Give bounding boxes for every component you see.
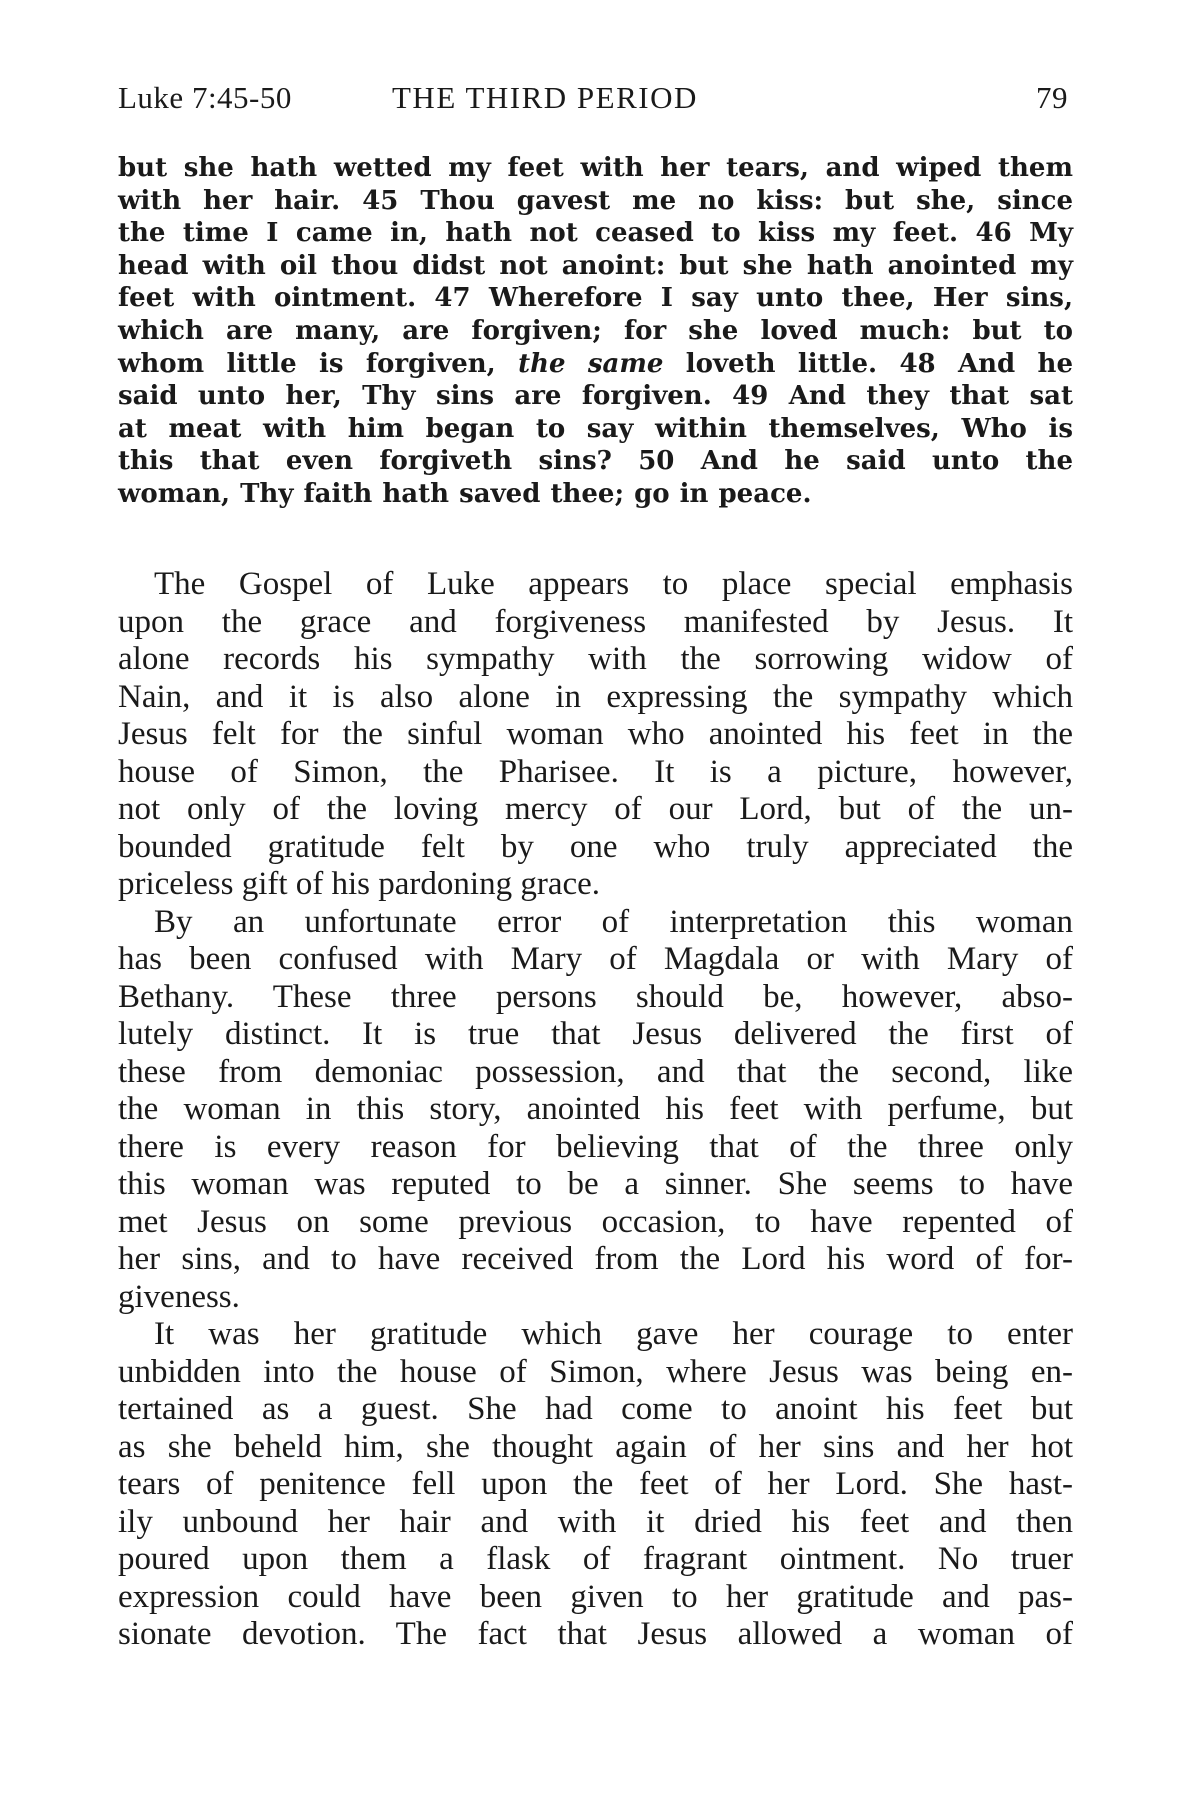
text-line: Nain, and it is also alone in expressing the sympathy which bbox=[118, 678, 1073, 715]
text-line: tertained as a guest. She had come to anoint his feet but bbox=[118, 1391, 1073, 1427]
scripture-line: the time I came in, hath not ceased to kiss my feet. 46 My bbox=[118, 218, 1073, 249]
scripture-text: loveth little. 48 And he bbox=[685, 348, 1073, 379]
text-line: tears of penitence fell upon the feet of her Lord. She hast- bbox=[118, 1466, 1073, 1502]
text-line: upon the grace and forgiveness manifested by Jesus. It bbox=[118, 603, 1073, 640]
text-line: these from demoniac possession, and that the second, like bbox=[118, 1053, 1073, 1090]
text-line: there is every reason for believing that of the three only bbox=[118, 1128, 1073, 1165]
scripture-line: said unto her, Thy sins are forgiven. 49 And they that sat bbox=[118, 381, 1073, 412]
scripture-line bbox=[118, 348, 1073, 381]
text-line: as she beheld him, she thought again of her sins and her hot bbox=[118, 1428, 1073, 1465]
text-line: priceless gift of his pardoning grace. bbox=[118, 866, 601, 902]
text-line: not only of the loving mercy of our Lord, but of the un- bbox=[118, 791, 1073, 827]
text-line: her sins, and to have received from the Lord his word of for- bbox=[118, 1241, 1073, 1277]
text-line: alone records his sympathy with the sorrowing widow of bbox=[118, 641, 1073, 677]
text-line: poured upon them a flask of fragrant ointment. No truer bbox=[118, 1541, 1073, 1577]
scripture-line: with her hair. 45 Thou gavest me no kiss: but she, since bbox=[118, 185, 1073, 216]
text-line: the woman in this story, anointed his feet with perfume, but bbox=[118, 1091, 1073, 1127]
paragraph bbox=[118, 904, 1073, 1317]
running-header bbox=[118, 80, 1078, 124]
text-line: has been confused with Mary of Magdala or with Mary of bbox=[118, 941, 1073, 977]
text-line: lutely distinct. It is true that Jesus delivered the first of bbox=[118, 1016, 1073, 1052]
scripture-line: at meat with him began to say within themselves, Who is bbox=[118, 413, 1073, 444]
section-title: THE THIRD PERIOD bbox=[392, 80, 698, 115]
text-line: giveness. bbox=[118, 1278, 240, 1315]
text-line: By an unfortunate error of interpretation this woman bbox=[154, 903, 1073, 940]
text-line: house of Simon, the Pharisee. It is a picture, however, bbox=[118, 753, 1073, 790]
scripture-line: this that even forgiveth sins? 50 And he said unto the bbox=[118, 446, 1073, 477]
scripture-line: but she hath wetted my feet with her tears, and wiped them bbox=[118, 153, 1073, 183]
scripture-text: whom little is forgiven, bbox=[118, 348, 496, 379]
text-line: met Jesus on some previous occasion, to have repented of bbox=[118, 1203, 1073, 1240]
text-line: expression could have been given to her gratitude and pas- bbox=[118, 1578, 1073, 1615]
scripture-line: woman, Thy faith hath saved thee; go in peace. bbox=[118, 478, 812, 509]
scripture-reference: Luke 7:45-50 bbox=[118, 80, 292, 115]
italic-emphasis: the same bbox=[518, 348, 664, 379]
text-line: bounded gratitude felt by one who truly appreciated the bbox=[118, 828, 1073, 865]
paragraph bbox=[118, 1316, 1073, 1654]
scripture-line: head with oil thou didst not anoint: but she hath anointed my bbox=[118, 250, 1073, 281]
page-number: 79 bbox=[1036, 80, 1068, 115]
scripture-passage bbox=[118, 152, 1073, 511]
scripture-line: which are many, are forgiven; for she loved much: but to bbox=[118, 315, 1073, 346]
text-line: this woman was reputed to be a sinner. She seems to have bbox=[118, 1166, 1073, 1202]
text-line: Bethany. These three persons should be, however, abso- bbox=[118, 978, 1073, 1015]
paragraph bbox=[118, 566, 1073, 904]
text-line: It was her gratitude which gave her courage to enter bbox=[154, 1316, 1073, 1352]
commentary bbox=[118, 566, 1073, 1654]
text-line: sionate devotion. The fact that Jesus allowed a woman of bbox=[118, 1616, 1073, 1652]
text-line: The Gospel of Luke appears to place special emphasis bbox=[154, 566, 1073, 602]
text-line: unbidden into the house of Simon, where Jesus was being en- bbox=[118, 1353, 1073, 1390]
text-line: ily unbound her hair and with it dried his feet and then bbox=[118, 1503, 1073, 1540]
text-line: Jesus felt for the sinful woman who anointed his feet in the bbox=[118, 716, 1073, 752]
scripture-line: feet with ointment. 47 Wherefore I say unto thee, Her sins, bbox=[118, 283, 1073, 314]
